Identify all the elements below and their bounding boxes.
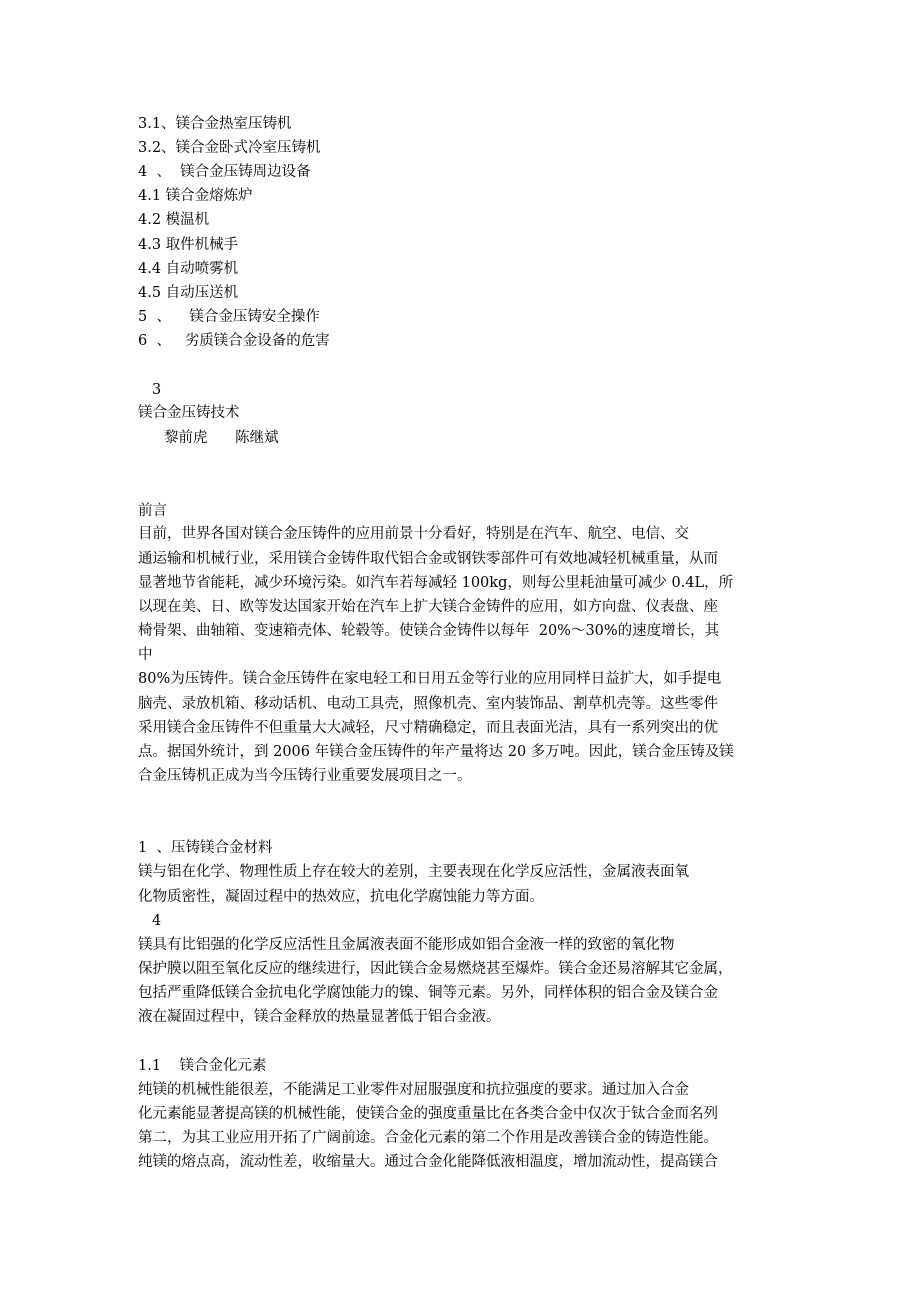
- toc-item: 4 、 镁合金压铸周边设备: [138, 164, 311, 180]
- toc-item: 6 、 劣质镁合金设备的危害: [138, 333, 330, 349]
- section-heading: 1 、压铸镁合金材料: [138, 840, 273, 856]
- preface-line: 以现在美、日、欧等发达国家开始在汽车上扩大镁合金铸件的应用，如方向盘、仪表盘、座: [138, 599, 718, 615]
- toc-item: 4.5 自动压送机: [138, 285, 239, 301]
- preface-line: 椅骨架、曲轴箱、变速箱壳体、轮毂等。使镁合金铸件以每年 20%～30%的速度增长，其: [138, 623, 720, 639]
- toc-item: 4.4 自动喷雾机: [138, 261, 239, 277]
- preface-line: 80%为压铸件。镁合金压铸件在家电轻工和日用五金等行业的应用同样日益扩大，如手提电: [138, 671, 722, 687]
- page-number: 3: [152, 382, 162, 398]
- preface-line: 脑壳、录放机箱、移动话机、电动工具壳，照像机壳、室内装饰品、割草机壳等。这些零件: [138, 696, 718, 712]
- preface-line: 合金压铸机正成为当今压铸行业重要发展项目之一。: [138, 768, 472, 784]
- toc-item: 5 、 镁合金压铸安全操作: [138, 309, 320, 325]
- preface-line: 通运输和机械行业，采用镁合金铸件取代铝合金或钢铁零部件可有效地减轻机械重量，从而: [138, 551, 718, 567]
- paragraph-line: 包括严重降低镁合金抗电化学腐蚀能力的镍、铜等元素。另外，同样体积的铝合金及镁合金: [138, 985, 718, 1001]
- paragraph-line: 第二，为其工业应用开拓了广阔前途。合金化元素的第二个作用是改善镁合金的铸造性能。: [138, 1130, 718, 1146]
- toc-item: 4.1 镁合金熔炼炉: [138, 188, 253, 204]
- document-title: 镁合金压铸技术: [138, 405, 240, 421]
- paragraph-line: 化元素能显著提高镁的机械性能，使镁合金的强度重量比在各类合金中仅次于钛合金而名列: [138, 1106, 718, 1122]
- toc-item: 3.1、镁合金热室压铸机: [138, 116, 292, 132]
- preface-line: 点。据国外统计，到 2006 年镁合金压铸件的年产量将达 20 多万吨。因此，镁合金压铸及镁: [138, 744, 734, 760]
- paragraph-line: 纯镁的机械性能很差，不能满足工业零件对屈服强度和抗拉强度的要求。通过加入合金: [138, 1082, 689, 1098]
- paragraph-line: 镁具有比铝强的化学反应活性且金属液表面不能形成如铝合金液一样的致密的氧化物: [138, 937, 675, 953]
- paragraph-line: 纯镁的熔点高，流动性差，收缩量大。通过合金化能降低液相温度，增加流动性，提高镁合: [138, 1154, 718, 1170]
- page-number: 4: [152, 913, 162, 929]
- preface-line: 显著地节省能耗，减少环境污染。如汽车若每减轻 100kg，则每公里耗油量可减少 0.4L，所: [138, 575, 734, 591]
- toc-item: 4.2 模温机: [138, 212, 210, 228]
- preface-line: 采用镁合金压铸件不但重量大大减轻，尺寸精确稳定，而且表面光洁，具有一系列突出的优: [138, 720, 718, 736]
- subsection-heading: 1.1 镁合金化元素: [138, 1058, 267, 1074]
- paragraph-line: 化物质密性，凝固过程中的热效应，抗电化学腐蚀能力等方面。: [138, 889, 544, 905]
- document-authors: 黎前虎 陈继斌: [164, 430, 279, 446]
- preface-line: 目前，世界各国对镁合金压铸件的应用前景十分看好，特别是在汽车、航空、电信、交: [138, 526, 689, 542]
- toc-item: 4.3 取件机械手: [138, 237, 239, 253]
- paragraph-line: 液在凝固过程中，镁合金释放的热量显著低于铝合金液。: [138, 1009, 501, 1025]
- toc-item: 3.2、镁合金卧式冷室压铸机: [138, 140, 321, 156]
- preface-heading: 前言: [138, 503, 167, 519]
- preface-line: 中: [138, 647, 153, 663]
- paragraph-line: 镁与铝在化学、物理性质上存在较大的差别，主要表现在化学反应活性，金属液表面氧: [138, 864, 689, 880]
- paragraph-line: 保护膜以阻至氧化反应的继续进行，因此镁合金易燃烧甚至爆炸。镁合金还易溶解其它金属，: [138, 961, 733, 977]
